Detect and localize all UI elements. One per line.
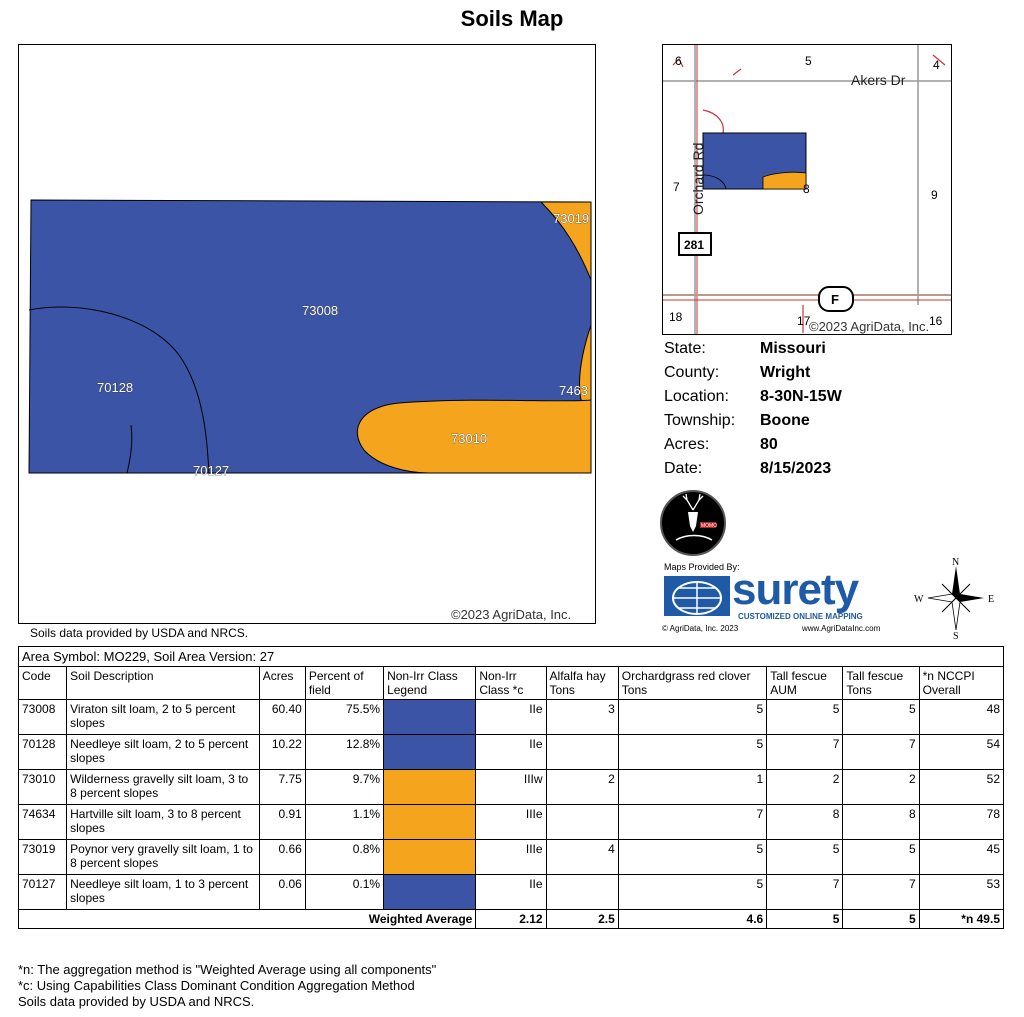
mini-label-18: 18 <box>669 310 683 324</box>
map-label-7463: 7463 <box>559 383 588 398</box>
table-row <box>19 735 1004 770</box>
footnotes <box>18 962 436 1010</box>
maps-provided-by: Maps Provided By: <box>664 562 740 572</box>
legend-swatch <box>384 840 476 875</box>
cell-alfalfa: 3 <box>546 700 618 735</box>
col-header: Alfalfa hay Tons <box>546 667 618 700</box>
cell-orchard: 5 <box>618 735 766 770</box>
cell-code: 73019 <box>19 840 67 875</box>
mini-label-6: 6 <box>675 54 682 68</box>
cell-pct: 9.7% <box>305 770 383 805</box>
cell-orchard: 1 <box>618 770 766 805</box>
cell-alfalfa <box>546 875 618 910</box>
deer-logo <box>660 490 726 556</box>
col-header: Non-Irr Class Legend <box>384 667 476 700</box>
cell-code: 70127 <box>19 875 67 910</box>
col-header: Soil Description <box>67 667 260 700</box>
mini-label-5: 5 <box>805 54 812 68</box>
cell-orchard: 7 <box>618 805 766 840</box>
col-header: Code <box>19 667 67 700</box>
mini-label-16: 16 <box>929 314 943 328</box>
cell-acres: 0.66 <box>259 840 305 875</box>
page-title: Soils Map <box>460 6 564 31</box>
legend-swatch <box>384 735 476 770</box>
surety-url: www.AgriDataInc.com <box>802 624 881 633</box>
surety-branding <box>662 562 902 634</box>
cell-code: 73010 <box>19 770 67 805</box>
surety-copyright: © AgriData, Inc. 2023 <box>662 624 739 633</box>
map-label-73008: 73008 <box>302 303 339 318</box>
legend-swatch <box>384 700 476 735</box>
cell-nccpi: 45 <box>919 840 1003 875</box>
soils-table <box>18 646 1004 929</box>
map-label-73019: 73019 <box>553 211 590 226</box>
cell-fescue_aum: 5 <box>767 700 843 735</box>
table-row <box>19 700 1004 735</box>
mini-label-orchard: Orchard Rd <box>690 142 706 215</box>
cell-nccpi: 53 <box>919 875 1003 910</box>
table-header-row <box>19 667 1004 700</box>
cell-desc: Needleye silt loam, 1 to 3 percent slopes <box>67 875 260 910</box>
cell-acres: 7.75 <box>259 770 305 805</box>
table-row <box>19 770 1004 805</box>
footnote: *n: The aggregation method is "Weighted Average using all components" <box>18 962 437 977</box>
mini-label-17: 17 <box>797 314 811 328</box>
cell-pct: 1.1% <box>305 805 383 840</box>
table-row <box>19 840 1004 875</box>
legend-swatch <box>384 805 476 840</box>
col-header: Tall fescue Tons <box>843 667 919 700</box>
legend-swatch <box>384 875 476 910</box>
mini-label-akers: Akers Dr <box>851 72 906 88</box>
cell-pct: 75.5% <box>305 700 383 735</box>
compass-s: S <box>953 631 959 640</box>
cell-fescue_tons: 8 <box>843 805 919 840</box>
weighted-average-row: Weighted Average 2.12 2.5 4.6 5 5 *n 49.5 <box>19 910 1004 929</box>
cell-fescue_aum: 7 <box>767 875 843 910</box>
soils-map <box>18 44 596 624</box>
cell-fescue_tons: 7 <box>843 875 919 910</box>
table-row <box>19 805 1004 840</box>
cell-nccpi: 48 <box>919 700 1003 735</box>
col-header: Orchardgrass red clover Tons <box>618 667 766 700</box>
cell-nccpi: 52 <box>919 770 1003 805</box>
area-symbol: Area Symbol: MO229, Soil Area Version: 27 <box>19 647 1004 667</box>
cell-desc: Hartville silt loam, 3 to 8 percent slopes <box>67 805 260 840</box>
cell-desc: Viraton silt loam, 2 to 5 percent slopes <box>67 700 260 735</box>
soils-data-note: Soils data provided by USDA and NRCS. <box>30 626 249 640</box>
deer-logo-text: MOMO <box>701 523 718 529</box>
col-header: Tall fescue AUM <box>767 667 843 700</box>
col-header: Non-Irr Class *c <box>476 667 546 700</box>
cell-alfalfa <box>546 735 618 770</box>
cell-desc: Poynor very gravelly silt loam, 1 to 8 percent slopes <box>67 840 260 875</box>
cell-code: 74634 <box>19 805 67 840</box>
cell-alfalfa: 4 <box>546 840 618 875</box>
col-header: Acres <box>259 667 305 700</box>
cell-orchard: 5 <box>618 875 766 910</box>
cell-orchard: 5 <box>618 700 766 735</box>
cell-pct: 0.8% <box>305 840 383 875</box>
cell-orchard: 5 <box>618 840 766 875</box>
surety-wordmark: surety <box>732 565 859 614</box>
cell-acres: 60.40 <box>259 700 305 735</box>
cell-fescue_aum: 8 <box>767 805 843 840</box>
cell-cls: IIIe <box>476 805 546 840</box>
map-label-70128: 70128 <box>97 380 134 395</box>
cell-pct: 0.1% <box>305 875 383 910</box>
cell-desc: Needleye silt loam, 2 to 5 percent slopes <box>67 735 260 770</box>
footnote: Soils data provided by USDA and NRCS. <box>18 994 255 1009</box>
cell-acres: 10.22 <box>259 735 305 770</box>
legend-swatch <box>384 770 476 805</box>
cell-cls: IIIw <box>476 770 546 805</box>
globe-icon <box>664 576 730 616</box>
mini-label-F: F <box>831 292 839 307</box>
map-label-73010: 73010 <box>451 431 488 446</box>
table-row <box>19 875 1004 910</box>
cell-acres: 0.91 <box>259 805 305 840</box>
mini-map-copyright: ©2023 AgriData, Inc. <box>809 319 930 334</box>
mini-label-9: 9 <box>931 188 938 202</box>
cell-fescue_aum: 5 <box>767 840 843 875</box>
cell-fescue_tons: 2 <box>843 770 919 805</box>
cell-nccpi: 78 <box>919 805 1003 840</box>
cell-code: 70128 <box>19 735 67 770</box>
cell-fescue_aum: 2 <box>767 770 843 805</box>
surety-tagline: CUSTOMIZED ONLINE MAPPING <box>738 612 863 621</box>
cell-cls: IIIe <box>476 840 546 875</box>
cell-cls: IIe <box>476 875 546 910</box>
cell-fescue_tons: 7 <box>843 735 919 770</box>
cell-nccpi: 54 <box>919 735 1003 770</box>
cell-desc: Wilderness gravelly silt loam, 3 to 8 percent slopes <box>67 770 260 805</box>
compass-n: N <box>952 557 960 568</box>
cell-alfalfa <box>546 805 618 840</box>
compass-w: W <box>914 594 924 605</box>
cell-fescue_aum: 7 <box>767 735 843 770</box>
cell-acres: 0.06 <box>259 875 305 910</box>
cell-cls: IIe <box>476 700 546 735</box>
col-header: Percent of field <box>305 667 383 700</box>
col-header: *n NCCPI Overall <box>919 667 1003 700</box>
locator-map <box>662 44 952 335</box>
mini-label-4: 4 <box>933 58 940 72</box>
compass-rose-icon <box>912 556 1000 640</box>
cell-code: 73008 <box>19 700 67 735</box>
map-label-70127: 70127 <box>193 463 230 478</box>
mini-label-281: 281 <box>684 238 705 252</box>
cell-alfalfa: 2 <box>546 770 618 805</box>
cell-fescue_tons: 5 <box>843 700 919 735</box>
cell-pct: 12.8% <box>305 735 383 770</box>
footnote: *c: Using Capabilities Class Dominant Condition Aggregation Method <box>18 978 415 993</box>
map-copyright: ©2023 AgriData, Inc. <box>451 607 572 622</box>
mini-label-7: 7 <box>673 180 680 194</box>
mini-label-8: 8 <box>803 182 810 196</box>
cell-cls: IIe <box>476 735 546 770</box>
cell-fescue_tons: 5 <box>843 840 919 875</box>
compass-e: E <box>988 594 995 605</box>
